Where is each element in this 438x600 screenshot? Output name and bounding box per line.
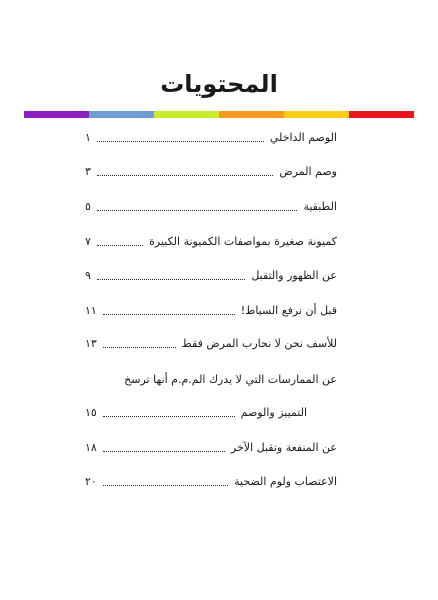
toc-entry[interactable] [85,333,337,353]
toc-entry-page: ٥ [85,199,91,213]
toc-entry[interactable] [85,369,337,389]
stripe-lime [154,111,219,118]
toc-entry[interactable] [85,402,337,422]
toc-entry-page: ١٣ [85,336,97,350]
toc-entry-page: ٢٠ [85,474,97,488]
toc-entry-page: ٩ [85,268,91,282]
toc-entry-page: ١٥ [85,405,97,419]
toc-entry-title: عن الممارسات التي لا يدرك الم.م.م أنها ترسخ [124,372,337,386]
toc-entry[interactable] [85,196,337,216]
toc-entry-title: عن الظهور والتقبل [251,268,337,282]
dot-leader [97,245,143,246]
dot-leader [97,279,245,280]
toc-entry-title: التمييز والوصم [240,405,307,419]
dot-leader [103,451,225,452]
toc-entry-title: كميونة صغيرة بمواصفات الكميونة الكبيرة [149,234,337,248]
dot-leader [97,210,298,211]
dot-leader [97,141,264,142]
toc-entry-page: ٧ [85,234,91,248]
stripe-orange [219,111,284,118]
toc-entry[interactable] [85,161,337,181]
dot-leader [103,314,235,315]
toc-entry[interactable] [85,471,337,491]
toc-entry-page: ١٨ [85,440,97,454]
stripe-red [349,111,414,118]
page-title: المحتويات [160,70,278,98]
toc-entry-title: عن المنفعة وتقبل الآخر [230,440,337,454]
toc-entry[interactable] [85,127,337,147]
dot-leader [103,416,235,417]
stripe-blue [89,111,154,118]
toc-entry[interactable] [85,437,337,457]
dot-leader [103,485,228,486]
toc-entry[interactable] [85,231,337,251]
dot-leader [97,175,273,176]
toc-entry-title: الوصم الداخلي [269,130,337,144]
toc-entry-title: وصم المرض [279,164,337,178]
toc-entry-title: الاعتصاب ولوم الضحية [234,474,337,488]
color-stripe [24,111,414,118]
stripe-purple [24,111,89,118]
toc-entry[interactable] [85,300,337,320]
toc-entry-page: ١ [85,130,91,144]
toc-entry-page: ٣ [85,164,91,178]
toc-entry-title: الطبقية [303,199,337,213]
toc-entry-page: ١١ [85,303,97,317]
toc-entry-title: قبل أن نرفع السياط! [240,303,337,317]
toc-entry-title: للأسف نحن لا نحارب المرض فقط [181,336,337,350]
stripe-yellow [284,111,349,118]
dot-leader [103,347,176,348]
toc-entry[interactable] [85,265,337,285]
